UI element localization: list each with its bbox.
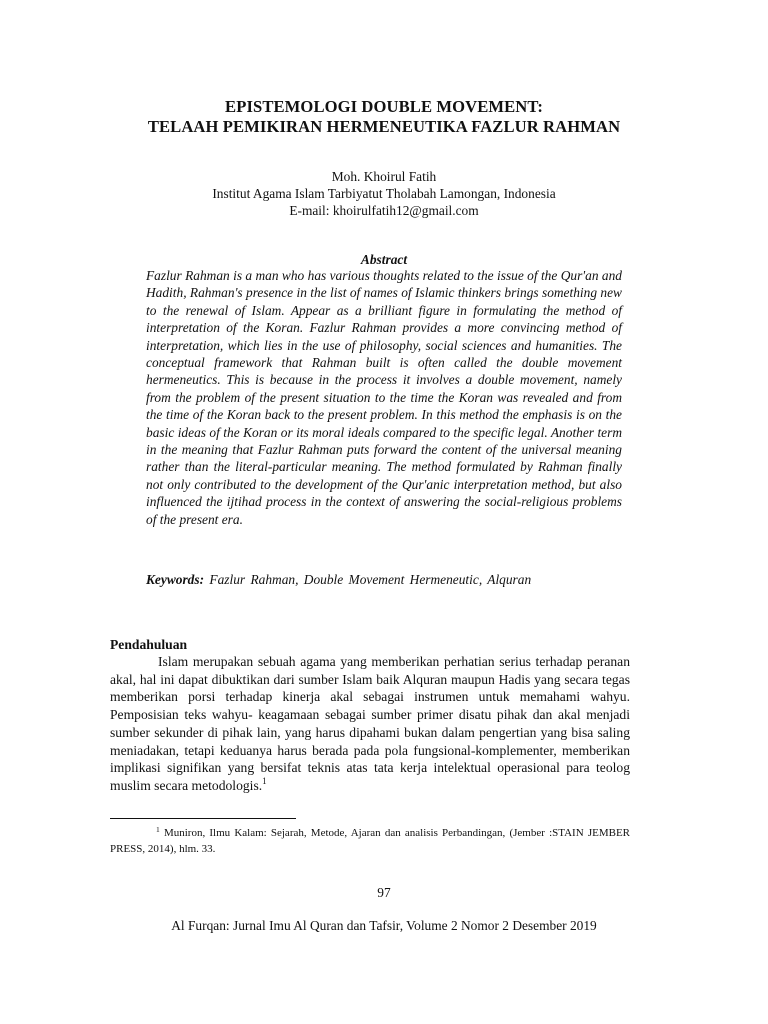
abstract-heading: Abstract [360, 252, 408, 267]
title-line-1: EPISTEMOLOGI DOUBLE MOVEMENT: [225, 97, 543, 116]
journal-footer: Al Furqan: Jurnal Imu Al Quran dan Tafsir, Volume 2 Nomor 2 Desember 2019 [171, 918, 597, 933]
footnote-marker: 1 [156, 825, 160, 834]
footnote-reference: 1 [262, 775, 267, 786]
keywords-label: Keywords: [146, 572, 205, 587]
footnote-text: Muniron, Ilmu Kalam: Sejarah, Metode, Ajaran dan analisis Perbandingan, (Jember :STAIN JEMBER PRESS, 2014), hlm. 33. [110, 827, 630, 855]
keywords-line [146, 571, 622, 588]
intro-paragraph-text: Islam merupakan sebuah agama yang memberikan perhatian serius terhadap peranan akal, hal ini dapat dibuktikan dari sumber Islam baik Alquran maupun Hadis yang secara tegas memberikan porsi terhadap kinerja akal sebagai instrumen untuk memahami wahyu. Pemposisian teks wahyu- keagamaan sebagai sumber primer disatu pihak dan akal menjadi sumber sekunder di pihak lain, yang harus dipahami bukan dalam pengertian yang bisa saling meniadakan, tetapi keduanya harus berada pada pola fungsional-komplementer, memberikan implikasi signifikan yang bersifat teknis atas tata kerja intelektual operasional para teolog muslim secara metodologis. [110, 654, 630, 793]
section-heading-pendahuluan: Pendahuluan [110, 637, 188, 652]
footnote-separator [110, 818, 296, 819]
page-number: 97 [377, 885, 391, 900]
abstract-text: Fazlur Rahman is a man who has various thoughts related to the issue of the Qur'an and Hadith, Rahman's presence in the list of names of Islamic thinkers brings something new to the renewal of Islam. Appear as a brilliant figure in formulating the method of interpretation of the Koran. Fazlur Rahman provides a more convincing method of interpretation, which lies in the use of philosophy, social sciences and humanities. The conceptual framework that Rahman built is often called the double movement hermeneutics. This is because in the process it involves a double movement, namely from the problem of the present situation to the time the Koran was revealed and from the time of the Koran back to the present problem. In this method the emphasis is on the basic ideas of the Koran or its moral ideals compared to the specific legal. Another term in the meaning that Fazlur Rahman puts forward the content of the universal meaning rather than the literal-particular meaning. The method formulated by Rahman finally not only contributed to the development of the Qur'anic interpretation method, but also influenced the ijtihad process in the context of answering the social-religious problems of the present era. [146, 268, 622, 527]
author-affiliation: Institut Agama Islam Tarbiyatut Tholabah Lamongan, Indonesia [212, 186, 556, 201]
title-line-2: TELAAH PEMIKIRAN HERMENEUTIKA FAZLUR RAHMAN [147, 117, 621, 136]
intro-paragraph [110, 653, 630, 795]
keywords-value: Fazlur Rahman, Double Movement Hermeneutic, Alquran [209, 572, 532, 587]
paper-title [0, 97, 768, 137]
author-block [0, 168, 768, 219]
footnote [110, 825, 630, 857]
author-email: E-mail: khoirulfatih12@gmail.com [289, 203, 479, 218]
author-name: Moh. Khoirul Fatih [331, 169, 437, 184]
